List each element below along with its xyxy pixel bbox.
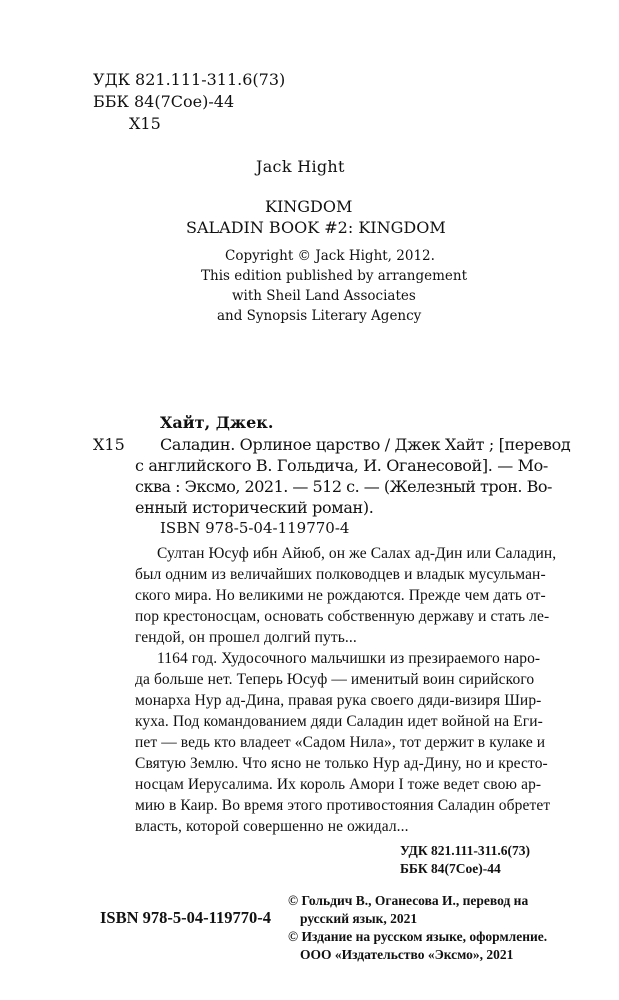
bbk-bottom: ББК 84(7Сое)-44 — [400, 861, 501, 876]
catalog-description-line: енный исторический роман). — [135, 498, 374, 517]
rights-line: This edition published by arrangement — [201, 268, 467, 284]
copyright-line: ООО «Издательство «Эксмо», 2021 — [300, 947, 514, 962]
udk-bottom: УДК 821.111-311.6(73) — [400, 843, 530, 858]
catalog-description-line: с английского В. Гольдича, И. Оганесовой]. — Мо- — [135, 456, 548, 475]
annotation-line: ского мира. Но великими не рождаются. Прежде чем дать от- — [135, 587, 546, 604]
annotation-line: власть, которой совершенно не ожидал... — [135, 818, 409, 835]
original-author: Jack Hight — [256, 157, 345, 176]
catalog-description-line: Саладин. Орлиное царство / Джек Хайт ; [перевод — [160, 435, 571, 454]
catalog-description-line: сква : Эксмо, 2021. — 512 с. — (Железный трон. Во- — [135, 477, 552, 496]
code-top: Х15 — [129, 114, 161, 133]
udk-top: УДК 821.111-311.6(73) — [93, 70, 286, 89]
original-title: KINGDOM — [265, 197, 353, 216]
catalog-author-heading: Хайт, Джек. — [160, 413, 274, 432]
annotation-line: куха. Под командованием дяди Саладин идет войной на Еги- — [135, 713, 543, 730]
annotation-line: пет — ведь кто владеет «Садом Нила», тот держит в кулаке и — [135, 734, 546, 751]
annotation-line: пор крестоносцам, основать собственную державу и стать ле- — [135, 608, 550, 625]
annotation-line: монарха Нур ад-Дина, правая рука своего дяди-визиря Шир- — [135, 692, 542, 709]
copyright-line: © Издание на русском языке, оформление. — [288, 929, 548, 944]
annotation-line: Султан Юсуф ибн Айюб, он же Салах ад-Дин или Саладин, — [157, 545, 557, 562]
annotation-line: носцам Иерусалима. Их король Амори I тоже ведет свою ар- — [135, 776, 542, 793]
annotation-line: мию в Каир. Во время этого противостояния Саладин обретет — [135, 797, 551, 814]
bbk-top: ББК 84(7Сое)-44 — [93, 92, 235, 111]
rights-line: with Sheil Land Associates — [232, 288, 416, 304]
catalog-code: Х15 — [93, 435, 125, 454]
annotation-line: 1164 год. Худосочного мальчишки из презираемого наро- — [157, 650, 541, 667]
footer-isbn: ISBN 978-5-04-119770-4 — [100, 908, 271, 927]
annotation-line: гендой, он прошел долгий путь... — [135, 629, 357, 646]
copyright-line: © Гольдич В., Оганесова И., перевод на — [288, 893, 529, 908]
annotation-line: Святую Землю. Что ясно не только Нур ад-Дину, но и кресто- — [135, 755, 548, 772]
copyright-line: русский язык, 2021 — [300, 911, 418, 926]
annotation-line: был одним из величайших полководцев и владык мусульман- — [135, 566, 546, 583]
original-series-title: SALADIN BOOK #2: KINGDOM — [186, 218, 446, 237]
annotation-line: да больше нет. Теперь Юсуф — именитый воин сирийского — [135, 671, 535, 688]
catalog-isbn: ISBN 978-5-04-119770-4 — [160, 519, 350, 537]
rights-line: Copyright © Jack Hight, 2012. — [225, 248, 435, 264]
rights-line: and Synopsis Literary Agency — [217, 308, 422, 324]
